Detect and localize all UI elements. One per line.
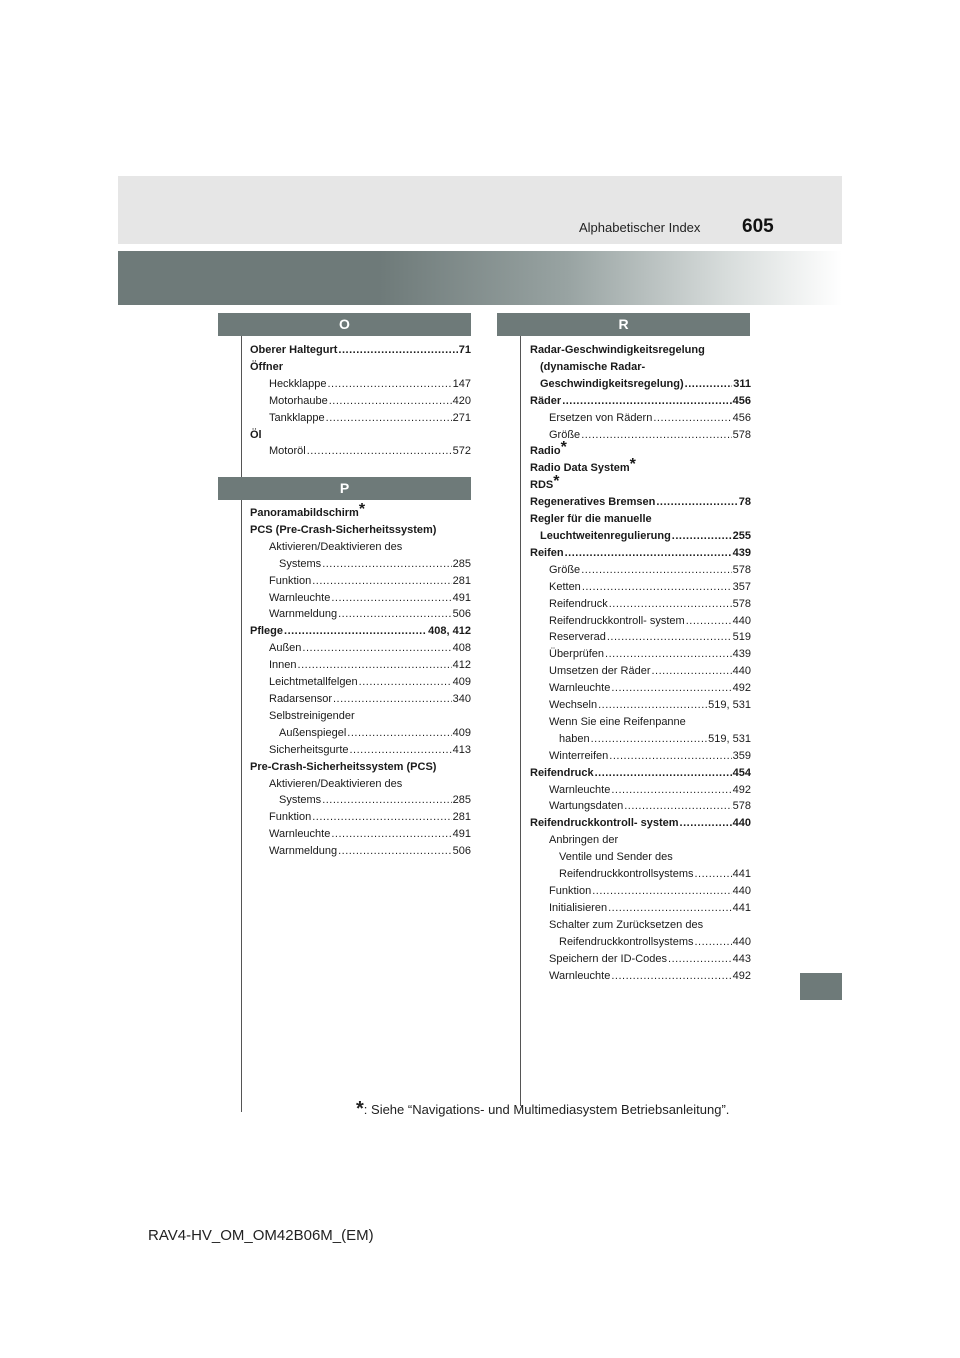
footnote-marker: * xyxy=(629,456,636,474)
index-entry[interactable]: Funktion ..... 281 xyxy=(250,809,471,826)
letter-bar-o: O xyxy=(218,313,471,336)
index-entry[interactable]: Heckklappe ..... 147 xyxy=(250,376,471,393)
section-r-entries xyxy=(530,342,751,984)
index-entry: Regler für die manuelle xyxy=(530,513,652,526)
index-entry: Selbstreinigender xyxy=(269,709,355,722)
footnote xyxy=(356,1098,729,1121)
index-entry[interactable]: Ersetzen von Rädern ..... 456 xyxy=(530,410,751,427)
footnote-marker: * xyxy=(560,439,567,457)
index-entry: Öffner xyxy=(250,360,283,373)
index-entry[interactable]: Systems ..... 285 xyxy=(250,556,471,573)
index-entry[interactable]: Umsetzen der Räder ..... 440 xyxy=(530,663,751,680)
letter-bar-p: P xyxy=(218,477,471,500)
index-entry[interactable]: RDS* xyxy=(530,473,560,492)
index-entry[interactable]: Motoröl ..... 572 xyxy=(250,443,471,460)
index-entry: Öl xyxy=(250,428,262,441)
index-entry[interactable]: Initialisieren ..... 441 xyxy=(530,900,751,917)
index-entry: Radar-Geschwindigkeitsregelung xyxy=(530,344,705,356)
index-entry[interactable]: Funktion ..... 281 xyxy=(250,573,471,590)
index-entry[interactable]: Größe ..... 578 xyxy=(530,562,751,579)
index-entry: Schalter zum Zurücksetzen des xyxy=(549,918,704,931)
index-entry[interactable]: Größe ..... 578 xyxy=(530,427,751,444)
index-entry[interactable]: Tankklappe ..... 271 xyxy=(250,410,471,427)
column-divider-left xyxy=(241,318,242,1112)
index-entry[interactable]: haben ..... 519, 531 xyxy=(530,731,751,748)
index-entry[interactable]: Funktion ..... 440 xyxy=(530,883,751,900)
index-entry[interactable]: Radarsensor ..... 340 xyxy=(250,691,471,708)
column-divider-middle xyxy=(520,318,521,1106)
header-band xyxy=(118,176,842,244)
index-entry: (dynamische Radar- xyxy=(540,360,646,373)
index-entry[interactable]: Motorhaube ..... 420 xyxy=(250,393,471,410)
index-entry[interactable]: Reifen ..... 439 xyxy=(530,545,751,562)
section-p-entries xyxy=(250,501,471,860)
index-entry[interactable]: Reifendruck ..... 578 xyxy=(530,596,751,613)
footnote-text: : Siehe “Navigations- und Multimediasystem Betriebsanleitung”. xyxy=(363,1102,730,1117)
index-entry[interactable]: Ketten ..... 357 xyxy=(530,579,751,596)
index-entry: PCS (Pre-Crash-Sicherheitssystem) xyxy=(250,523,437,536)
index-entry[interactable]: Warnleuchte ..... 492 xyxy=(530,968,751,985)
index-entry[interactable]: Regeneratives Bremsen ..... 78 xyxy=(530,494,751,511)
index-entry[interactable]: Reserverad ..... 519 xyxy=(530,629,751,646)
index-entry[interactable]: Leuchtweitenregulierung ..... 255 xyxy=(530,528,751,545)
index-entry[interactable]: Pflege ..... 408, 412 xyxy=(250,623,471,640)
header-gradient-band xyxy=(118,251,842,305)
index-entry[interactable]: Warnmeldung ..... 506 xyxy=(250,843,471,860)
index-entry[interactable]: Leichtmetallfelgen ..... 409 xyxy=(250,674,471,691)
section-o-entries xyxy=(250,342,471,460)
index-entry[interactable]: Oberer Haltegurt ..... 71 xyxy=(250,342,471,359)
index-entry[interactable]: Reifendruckkontrollsystems ..... 440 xyxy=(530,934,751,951)
footnote-marker: * xyxy=(553,473,560,491)
page-number: 605 xyxy=(742,216,774,237)
chapter-tab xyxy=(800,973,842,1000)
index-entry[interactable]: Reifendruckkontroll- system ..... 440 xyxy=(530,815,751,832)
index-entry[interactable]: Außen ..... 408 xyxy=(250,640,471,657)
section-title: Alphabetischer Index xyxy=(579,220,701,235)
index-entry[interactable]: Geschwindigkeitsregelung) ..... 311 xyxy=(530,376,751,393)
document-id: RAV4-HV_OM_OM42B06M_(EM) xyxy=(148,1227,374,1244)
index-entry[interactable]: Radio* xyxy=(530,439,567,458)
letter-bar-r: R xyxy=(497,313,750,336)
index-entry[interactable]: Radio Data System* xyxy=(530,456,636,475)
index-entry[interactable]: Reifendruck ..... 454 xyxy=(530,765,751,782)
index-entry[interactable]: Warnleuchte ..... 491 xyxy=(250,590,471,607)
index-entry[interactable]: Reifendruckkontrollsystems ..... 441 xyxy=(530,866,751,883)
index-entry[interactable]: Warnleuchte ..... 492 xyxy=(530,782,751,799)
index-entry[interactable]: Warnleuchte ..... 492 xyxy=(530,680,751,697)
index-entry[interactable]: Außenspiegel ..... 409 xyxy=(250,725,471,742)
index-entry[interactable]: Innen ..... 412 xyxy=(250,657,471,674)
index-entry: Aktivieren/Deaktivieren des xyxy=(269,540,403,553)
index-entry[interactable]: Sicherheitsgurte ..... 413 xyxy=(250,742,471,759)
index-entry[interactable]: Panoramabildschirm* xyxy=(250,501,366,519)
index-entry[interactable]: Speichern der ID-Codes ..... 443 xyxy=(530,951,751,968)
index-entry: Wenn Sie eine Reifenpanne xyxy=(549,715,686,728)
index-entry: Aktivieren/Deaktivieren des xyxy=(269,777,403,790)
index-entry[interactable]: Warnmeldung ..... 506 xyxy=(250,606,471,623)
index-entry: Anbringen der xyxy=(549,834,619,847)
index-entry[interactable]: Räder ..... 456 xyxy=(530,393,751,410)
footnote-marker: * xyxy=(356,1098,364,1120)
index-entry[interactable]: Wechseln ..... 519, 531 xyxy=(530,697,751,714)
index-entry: Ventile und Sender des xyxy=(559,851,673,864)
index-entry[interactable]: Winterreifen ..... 359 xyxy=(530,748,751,765)
index-entry[interactable]: Warnleuchte ..... 491 xyxy=(250,826,471,843)
index-entry[interactable]: Wartungsdaten ..... 578 xyxy=(530,798,751,815)
index-entry[interactable]: Überprüfen ..... 439 xyxy=(530,646,751,663)
index-entry[interactable]: Systems ..... 285 xyxy=(250,792,471,809)
footnote-marker: * xyxy=(358,501,366,518)
index-entry: Pre-Crash-Sicherheitssystem (PCS) xyxy=(250,760,437,773)
index-entry[interactable]: Reifendruckkontroll- system ..... 440 xyxy=(530,613,751,630)
